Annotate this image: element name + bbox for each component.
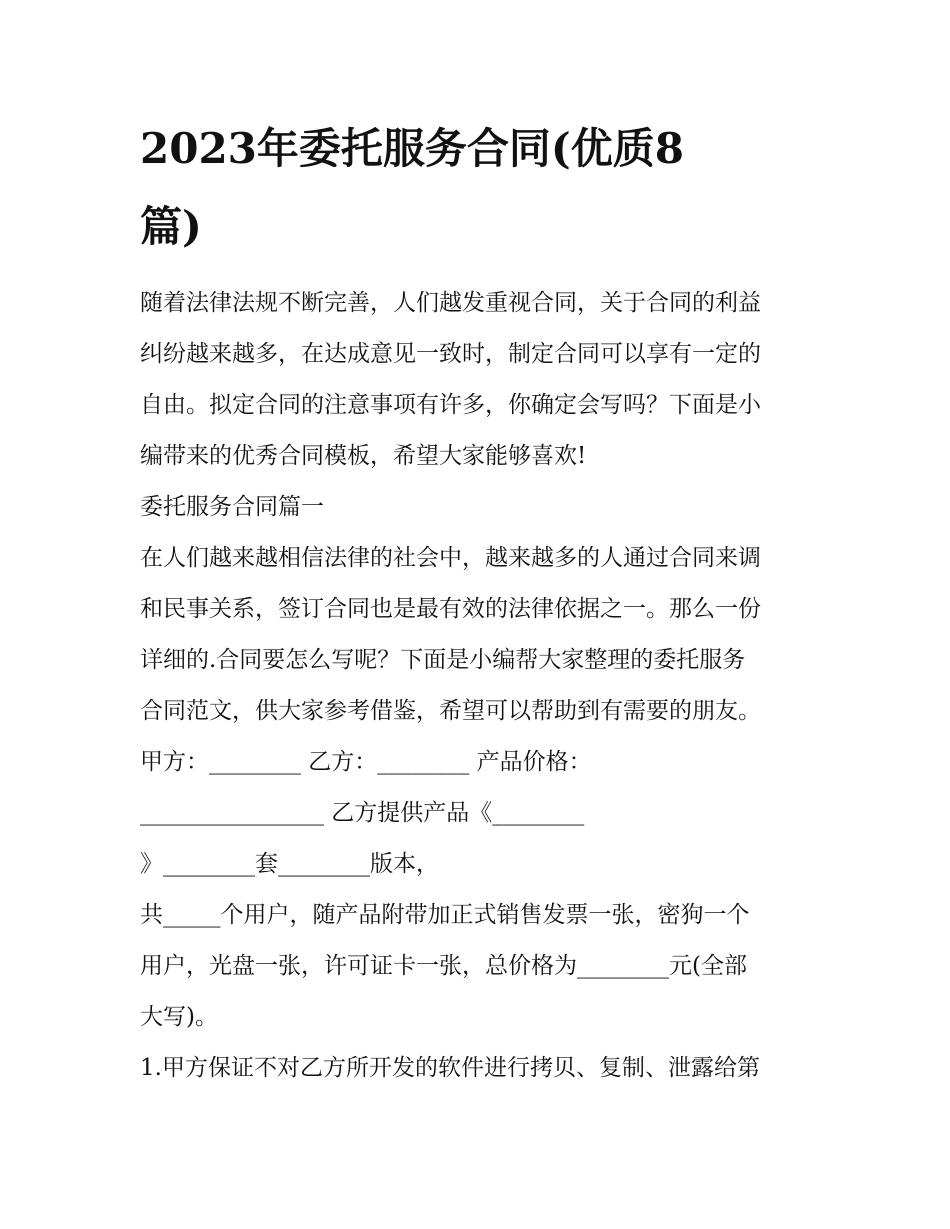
body-line: 合同范文，供大家参考借鉴，希望可以帮助到有需要的朋友。 [140,698,761,724]
body-line: 1.甲方保证不对乙方所开发的软件进行拷贝、复制、泄露给第 [140,1055,760,1081]
body-line: 详细的.合同要怎么写呢？下面是小编帮大家整理的委托服务 [140,647,746,673]
body-line: 大写)。 [140,1004,218,1030]
body-line: 共_____个用户，随产品附带加正式销售发票一张，密狗一个 [140,902,750,928]
body-line: 用户，光盘一张，许可证卡一张，总价格为________元(全部 [140,953,747,979]
title-line-1: 2023年委托服务合同(优质8 [140,124,684,173]
body-line: ________________ 乙方提供产品《________ [140,800,585,826]
body-line: 甲方：________ 乙方：________ 产品价格： [140,749,592,775]
body-line: 》________套________版本， [140,851,439,877]
body-line: 和民事关系，签订合同也是最有效的法律依据之一。那么一份 [140,596,761,622]
document-page [140,110,820,1094]
body-line: 编带来的优秀合同模板，希望大家能够喜欢! [140,443,587,469]
body-line: 自由。拟定合同的注意事项有许多，你确定会写吗？下面是小 [140,392,761,418]
body-line: 在人们越来越相信法律的社会中，越来越多的人通过合同来调 [140,545,761,571]
body-line: 纠纷越来越多，在达成意见一致时，制定合同可以享有一定的 [140,341,761,367]
body-line: 随着法律法规不断完善，人们越发重视合同，关于合同的利益 [140,290,761,316]
document-body [140,278,820,1094]
document-title [140,110,820,266]
title-line-2: 篇) [140,202,202,251]
section-heading: 委托服务合同篇一 [140,494,324,520]
